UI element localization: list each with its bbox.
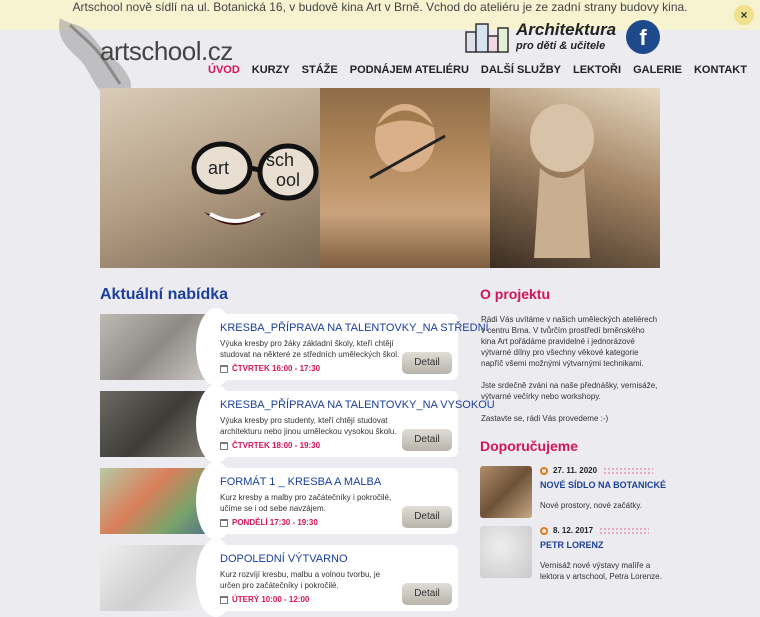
nav-item-podnajem[interactable]: PODNÁJEM ATELIÉRU [349,64,469,76]
about-text [481,314,661,435]
smile-icon [200,206,270,236]
course-title[interactable]: DOPOLEDNÍ VÝTVARNO [220,553,348,565]
hero-image-statue [490,88,660,268]
recommend-date: 8. 12. 2017 [540,526,649,535]
clock-icon [540,527,548,535]
calendar-icon [220,596,228,604]
detail-button[interactable]: Detail [402,506,452,528]
facebook-icon[interactable]: f [626,20,660,54]
course-card[interactable] [100,314,489,380]
nav-item-kontakt[interactable]: KONTAKT [693,64,747,76]
offer-heading: Aktuální nabídka [100,286,229,303]
about-heading: O projektu [480,286,551,302]
course-time: ČTVRTEK 18:00 - 19:30 [220,441,320,450]
recommend-date: 27. 11. 2020 [540,466,653,475]
notice-text: Artschool nově sídlí na ul. Botanická 16, v budově kina Art v Brně. Vchod do ateliéru je ze zadní strany budovy kina. [72,0,688,14]
about-paragraph: Rádi Vás uvítáme v našich uměleckých ateliérech v centru Brna. V tvůrčím prostředí brněnského kina Art pořádáme pravidelné i jednorázové výtvarné dílny pro všechny věkové kategorie napříč všemi možnými výtvarnými technikami. [481,315,658,368]
course-title[interactable]: FORMÁT 1 _ KRESBA A MALBA [220,476,382,488]
architecture-title[interactable]: Architektura [516,20,617,39]
recommend-image[interactable] [480,466,532,518]
course-time: ČTVRTEK 16:00 - 17:30 [220,364,320,373]
clock-icon [540,467,548,475]
recommend-image[interactable] [480,526,532,578]
hero-word-ool: ool [276,170,301,190]
course-description: Kurz kresby a malby pro začátečníky i pokročilé, učíme se i od sebe navzájem. [220,493,392,513]
detail-button[interactable]: Detail [402,429,452,451]
course-title[interactable]: KRESBA_PŘÍPRAVA NA TALENTOVKY_NA VYSOKOU [220,399,495,411]
course-card[interactable] [100,468,458,534]
course-description: Výuka kresby pro studenty, kteří chtějí studovat architekturu nebo jinou uměleckou vysokou školu. [220,416,397,436]
recommend-title[interactable]: PETR LORENZ [540,540,604,550]
recommend-text: Nové prostory, nové začátky. [540,501,642,510]
architecture-subtitle[interactable]: pro děti & učitele [516,40,606,52]
recommend-title[interactable]: NOVÉ SÍDLO NA BOTANICKÉ [540,480,667,490]
nav-item-galerie[interactable]: GALERIE [633,64,682,76]
about-paragraph: Jste srdečně zváni na naše přednášky, vernisáže, výtvarné večírky nebo workshopy. [481,381,658,401]
hero-image-face [100,88,320,268]
course-description: Kurz rozvíjí kresbu, malbu a volnou tvorbu, je určen pro začátečníky i pokročilé. [220,570,381,590]
hero-image-child [320,88,490,268]
child-figure-icon [360,98,450,198]
recommend-text: Vernisáž nové výstavy malíře a lektora v artschool, Petra Lorenze. [540,561,662,581]
nav-item-uvod[interactable]: ÚVOD [208,64,240,76]
course-title[interactable]: KRESBA_PŘÍPRAVA NA TALENTOVKY_NA STŘEDNÍ [220,322,489,334]
detail-button[interactable]: Detail [402,352,452,374]
course-card[interactable] [100,545,458,611]
statue-icon [510,98,610,258]
main-nav [208,64,759,80]
hero-banner [100,88,660,268]
course-description: Výuka kresby pro žáky základní školy, kteří chtějí studovat na některé ze středních uměleckých škol. [220,339,400,359]
course-time: PONDĚLÍ 17:30 - 19:30 [220,518,318,527]
about-paragraph: Zastavte se, rádi Vás provedeme :-) [481,414,609,423]
nav-item-dalsi-sluzby[interactable]: DALŠÍ SLUŽBY [480,64,561,76]
hero-word-art: art [208,158,230,178]
site-logo[interactable]: artschool.cz [100,36,233,66]
close-icon[interactable]: × [734,5,754,25]
recommend-heading: Doporučujeme [480,438,579,454]
calendar-icon [220,365,228,373]
nav-item-lektori[interactable]: LEKTOŘI [572,64,622,76]
hero-word-sch: sch [266,150,295,170]
nav-item-staze[interactable]: STÁŽE [301,64,338,76]
calendar-icon [220,442,228,450]
course-card[interactable] [100,391,495,457]
calendar-icon [220,519,228,527]
detail-button[interactable]: Detail [402,583,452,605]
nav-item-kurzy[interactable]: KURZY [251,64,290,76]
course-time: ÚTERÝ 10:00 - 12:00 [220,595,309,604]
